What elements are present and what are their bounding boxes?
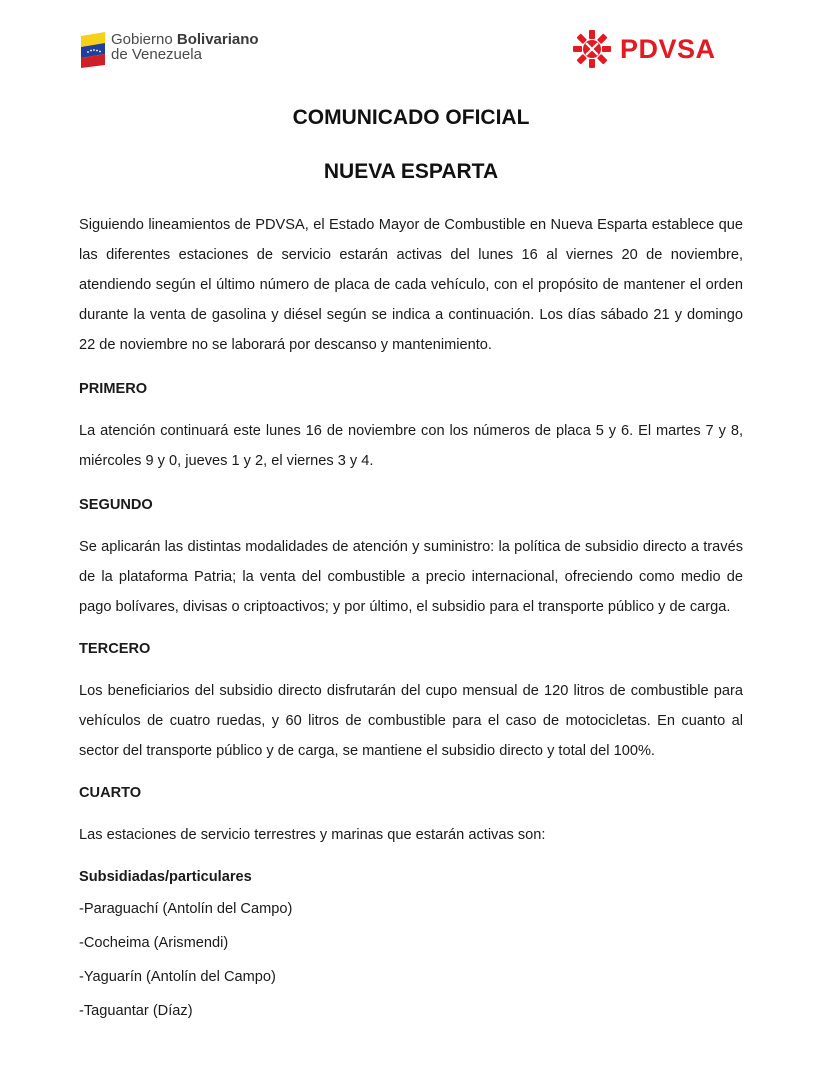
document-body bbox=[79, 210, 743, 1028]
document-title: COMUNICADO OFICIAL bbox=[292, 106, 530, 129]
gov-logo-line1-prefix: Gobierno bbox=[111, 31, 177, 48]
pdvsa-sun-icon bbox=[572, 29, 612, 69]
pdvsa-logo-text: PDVSA bbox=[620, 33, 716, 64]
list-item: -Yaguarín (Antolín del Campo) bbox=[79, 969, 276, 985]
gov-logo-line2: de Venezuela bbox=[111, 46, 202, 63]
section-text-segundo: Se aplicarán las distintas modalidades de atención y suministro: la política de subsidio directo a través de la plataforma Patria; la venta del combustible a precio internacional, ofreciendo como medio de pago bolívares, divisas o criptoactivos; y por último, el subsidio para el transporte público y de carga. bbox=[79, 539, 743, 615]
stations-heading: Subsidiadas/particulares bbox=[79, 869, 252, 885]
venezuela-flag-icon bbox=[79, 32, 107, 68]
list-item: -Cocheima (Arismendi) bbox=[79, 935, 229, 951]
intro-paragraph: Siguiendo lineamientos de PDVSA, el Estado Mayor de Combustible en Nueva Esparta establece que las diferentes estaciones de servicio estarán activas del lunes 16 al viernes 20 de noviembre, atendiendo según el último número de placa de cada vehículo, con el propósito de mantener el orden durante la venta de gasolina y diésel según se indica a continuación. Los días sábado 21 y domingo 22 de noviembre no se laborará por descanso y mantenimiento. bbox=[79, 217, 743, 353]
gobierno-bolivariano-logo bbox=[79, 32, 259, 68]
document-subtitle: NUEVA ESPARTA bbox=[323, 160, 499, 183]
section-text-cuarto: Las estaciones de servicio terrestres y marinas que estarán activas son: bbox=[79, 827, 546, 843]
section-text-primero: La atención continuará este lunes 16 de noviembre con los números de placa 5 y 6. El martes 7 y 8, miércoles 9 y 0, jueves 1 y 2, el viernes 3 y 4. bbox=[79, 423, 743, 469]
section-heading-primero: PRIMERO bbox=[79, 381, 148, 397]
gov-logo-line1-bold: Bolivariano bbox=[176, 31, 259, 48]
section-heading-segundo: SEGUNDO bbox=[79, 497, 153, 513]
pdvsa-logo bbox=[572, 29, 716, 69]
section-heading-cuarto: CUARTO bbox=[79, 785, 142, 801]
letterhead bbox=[0, 0, 822, 90]
section-text-tercero: Los beneficiarios del subsidio directo disfrutarán del cupo mensual de 120 litros de combustible para vehículos de cuatro ruedas, y 60 litros de combustible para el caso de motocicletas. En cuanto al sector del transporte público y de carga, se mantiene el subsidio directo y total del 100%. bbox=[79, 683, 743, 759]
list-item: -Taguantar (Díaz) bbox=[79, 1003, 193, 1019]
gov-logo-text bbox=[111, 32, 259, 62]
section-heading-tercero: TERCERO bbox=[79, 641, 151, 657]
list-item: -Paraguachí (Antolín del Campo) bbox=[79, 901, 293, 917]
